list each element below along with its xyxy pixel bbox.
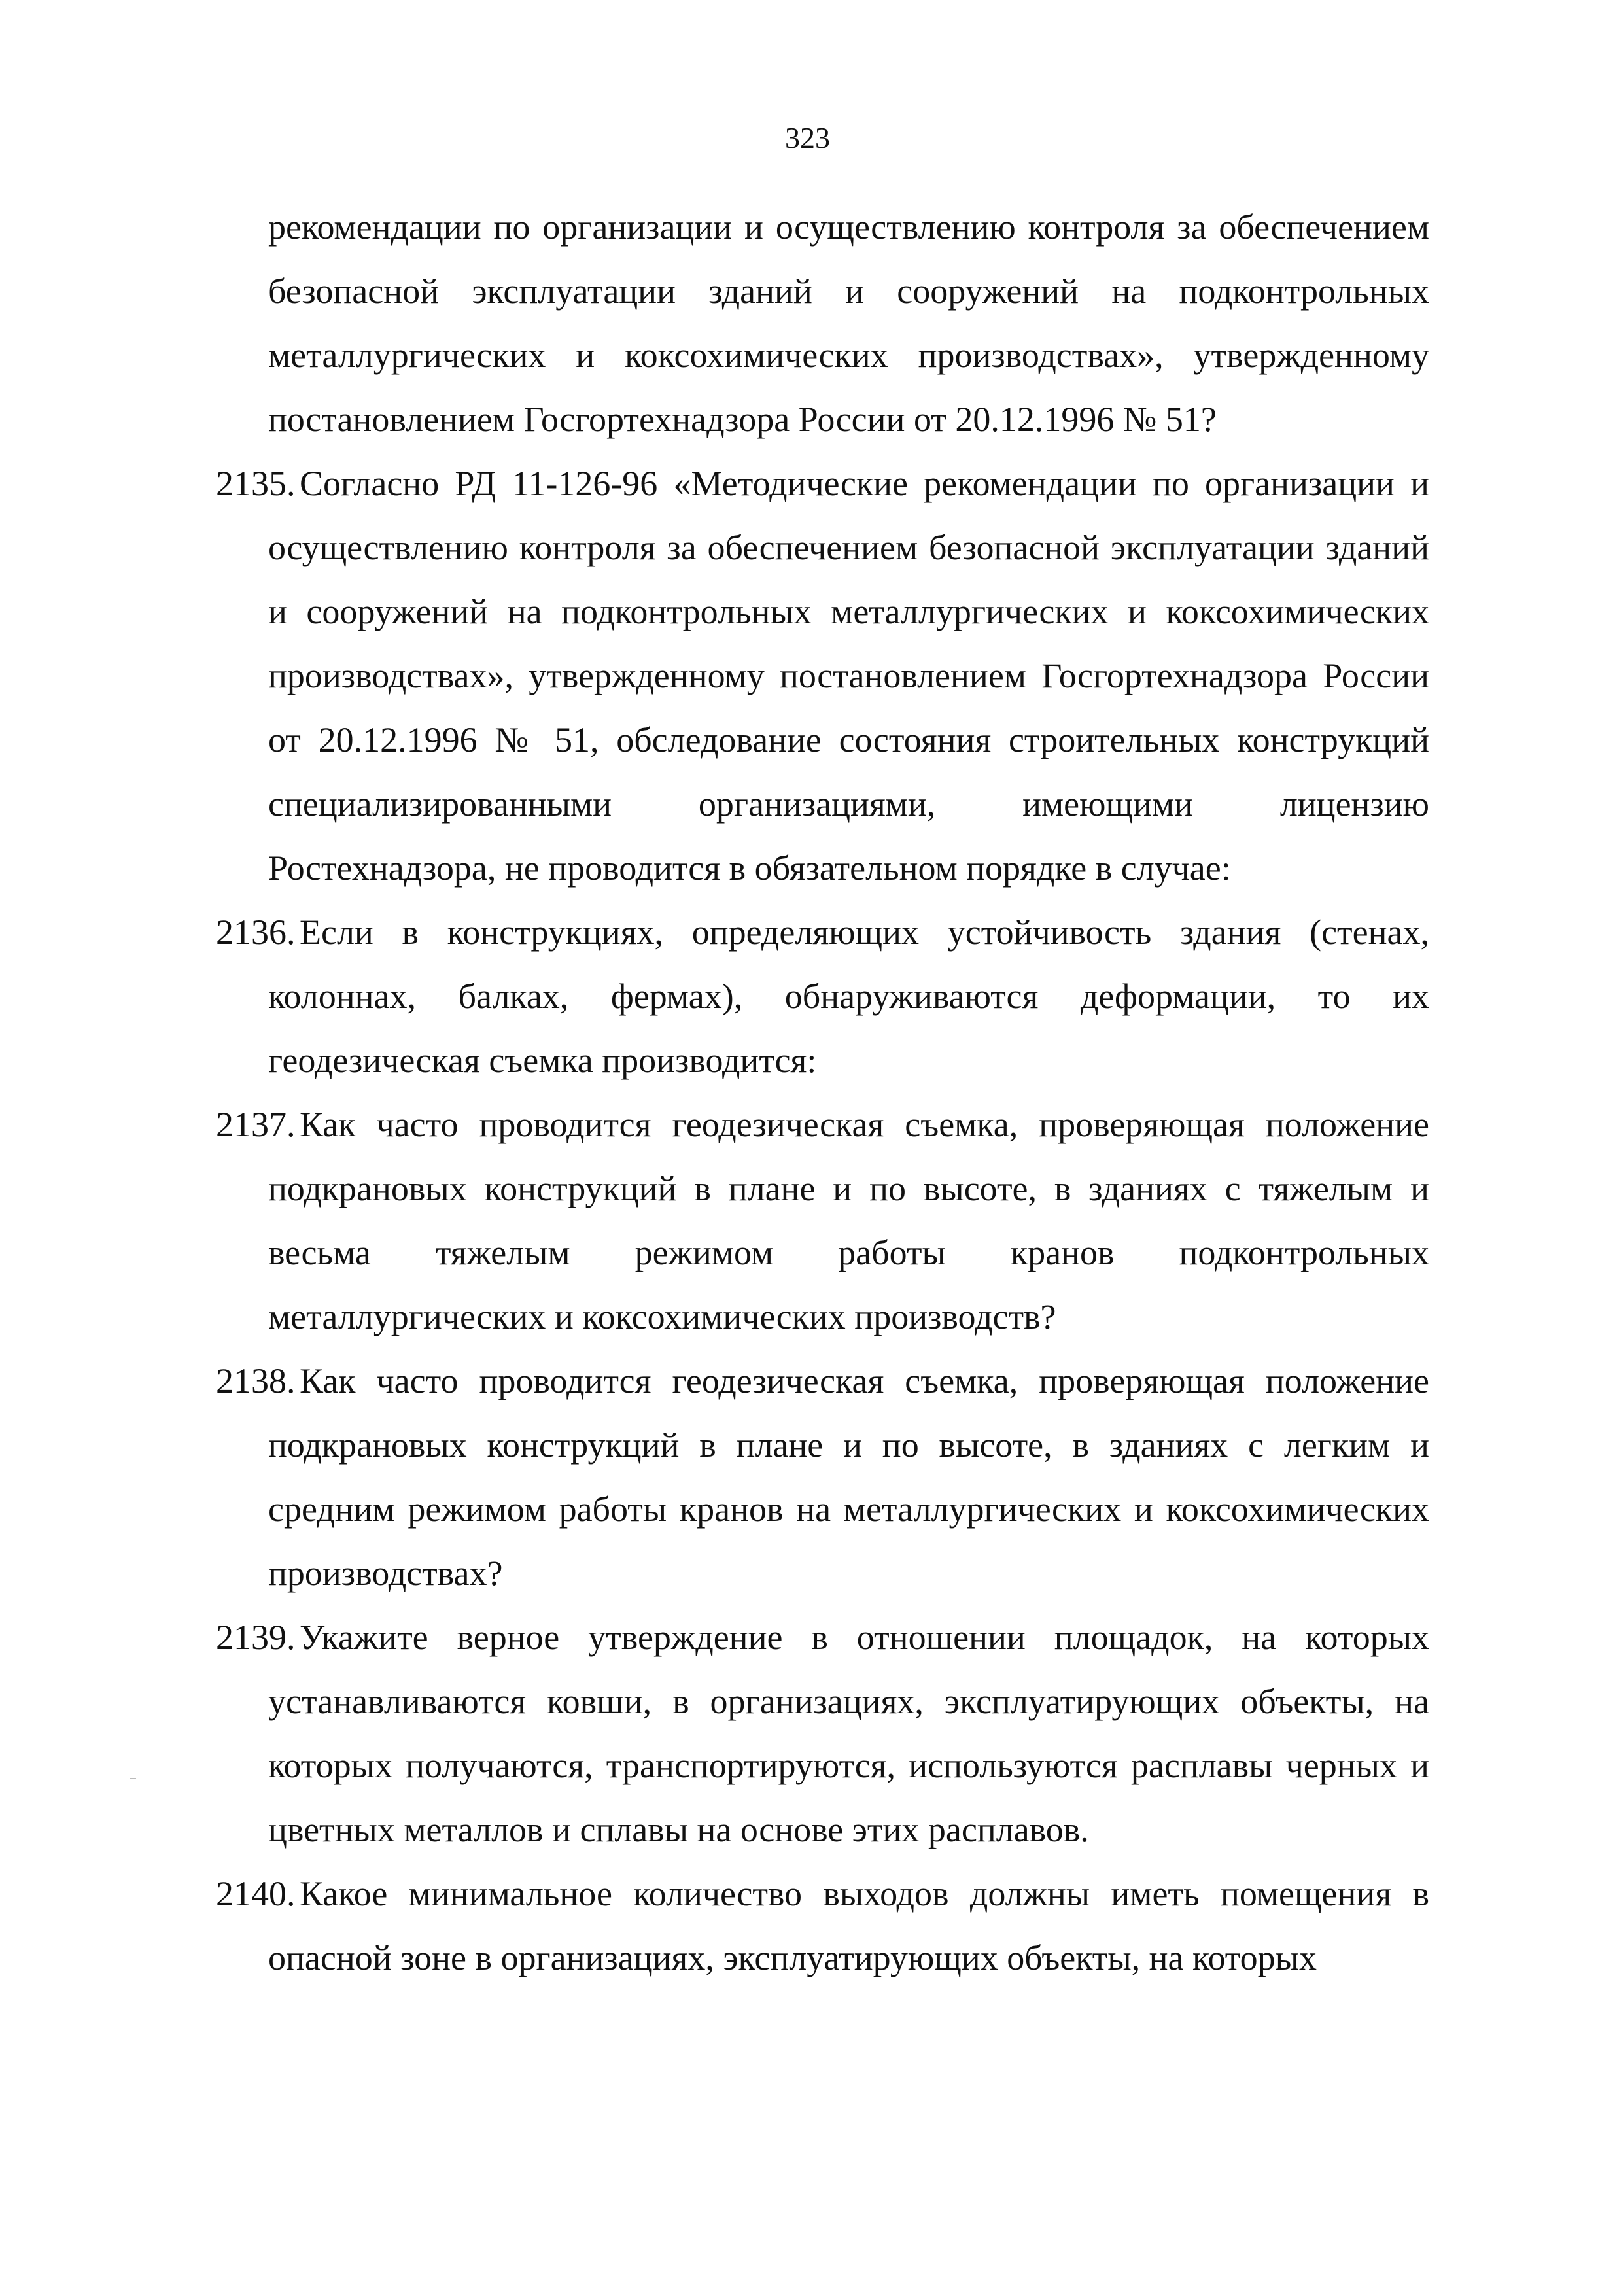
page-number: 323: [785, 121, 830, 154]
question-2139: [216, 1605, 1429, 1862]
question-number: 2136.: [216, 913, 296, 952]
question-text: Как часто проводится геодезическая съемка, проверяющая положение подкрановых конструкций в плане и по высоте, в зданиях с тяжелым и весьма тяжелым режимом работы кранов подконтрольных металлургических и коксохимических производств?: [268, 1105, 1429, 1336]
question-text: Укажите верное утверждение в отношении площадок, на которых устанавливаются ковши, в организациях, эксплуатирующих объекты, на которых получаются, транспортируются, используются расплавы черных и цветных металлов и сплавы на основе этих расплавов.: [268, 1618, 1429, 1849]
question-2140: [216, 1862, 1429, 1990]
question-2137: [216, 1092, 1429, 1349]
scan-mark: [130, 1778, 136, 1779]
question-2138: [216, 1349, 1429, 1605]
document-body: [216, 195, 1429, 1990]
question-text: Если в конструкциях, определяющих устойчивость здания (стенах, колоннах, балках, фермах), обнаруживаются деформации, то их геодезическая съемка производится:: [268, 913, 1429, 1080]
question-number: 2140.: [216, 1874, 296, 1913]
question-number: 2137.: [216, 1105, 296, 1144]
question-text: Как часто проводится геодезическая съемка, проверяющая положение подкрановых конструкций в плане и по высоте, в зданиях с легким и средним режимом работы кранов на металлургических и коксохимических производствах?: [268, 1361, 1429, 1593]
continuation-paragraph: рекомендации по организации и осуществлению контроля за обеспечением безопасной эксплуатации зданий и сооружений на подконтрольных металлургических и коксохимических производствах», утвержденному постановлением Госгортехнадзора России от 20.12.1996 № 51?: [268, 207, 1429, 439]
question-2136: [216, 900, 1429, 1092]
question-number: 2135.: [216, 464, 296, 503]
question-number: 2138.: [216, 1361, 296, 1400]
question-2135: [216, 451, 1429, 900]
question-text: Согласно РД 11-126-96 «Методические рекомендации по организации и осуществлению контроля за обеспечением безопасной эксплуатации зданий и сооружений на подконтрольных металлургических и коксохимических производствах», утвержденному постановлением Госгортехнадзора России от 20.12.1996 № 51, обследование состояния строительных конструкций специализированными организациями, имеющими лицензию Ростехнадзора, не проводится в обязательном порядке в случае:: [268, 464, 1429, 888]
question-number: 2139.: [216, 1618, 296, 1657]
question-text: Какое минимальное количество выходов должны иметь помещения в опасной зоне в организациях, эксплуатирующих объекты, на которых: [268, 1874, 1429, 1977]
